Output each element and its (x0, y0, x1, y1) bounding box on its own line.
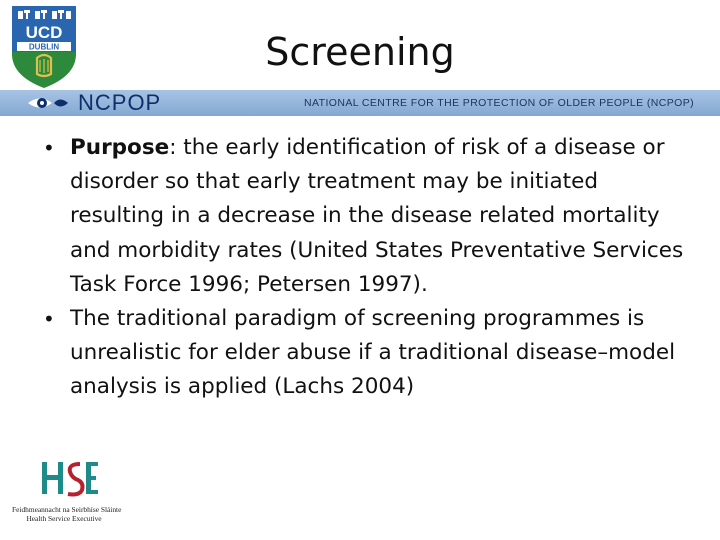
bullet-text: : the early identification of risk of a disease or disorder so that early treatment may be initiated resulting in a decrease in the disease related mortality and morbidity rates (United States Preventative Services Task Force 1996; Petersen 1997). (70, 135, 684, 297)
ucd-logo-subtext: DUBLIN (28, 42, 60, 52)
hse-mark-icon (38, 458, 100, 500)
ncpop-full-name: NATIONAL CENTRE FOR THE PROTECTION OF OLDER PEOPLE (NCPOP) (304, 97, 694, 109)
hse-irish-name: Feidhmeannacht na Seirbhíse Sláinte (12, 505, 122, 514)
bullet-icon: • (43, 136, 55, 160)
ucd-dublin-logo (4, 2, 84, 90)
bullet-icon: • (43, 307, 55, 332)
bullet-item (40, 131, 690, 302)
hse-english-name: Health Service Executive (26, 514, 102, 523)
ncpop-short-name: NCPOP (78, 90, 162, 115)
bullet-lead: Purpose (70, 135, 170, 160)
ncpop-banner (0, 90, 720, 116)
eye-icon (26, 94, 70, 112)
page-title: Screening (265, 30, 455, 74)
ucd-logo-text: UCD (25, 23, 63, 42)
bullet-item (40, 302, 690, 405)
bullet-text: The traditional paradigm of screening programmes is unrealistic for elder abuse if a traditional disease–model analysis is applied (Lachs 2004) (70, 306, 676, 400)
slide-body (40, 131, 690, 405)
hse-logo (12, 458, 122, 524)
